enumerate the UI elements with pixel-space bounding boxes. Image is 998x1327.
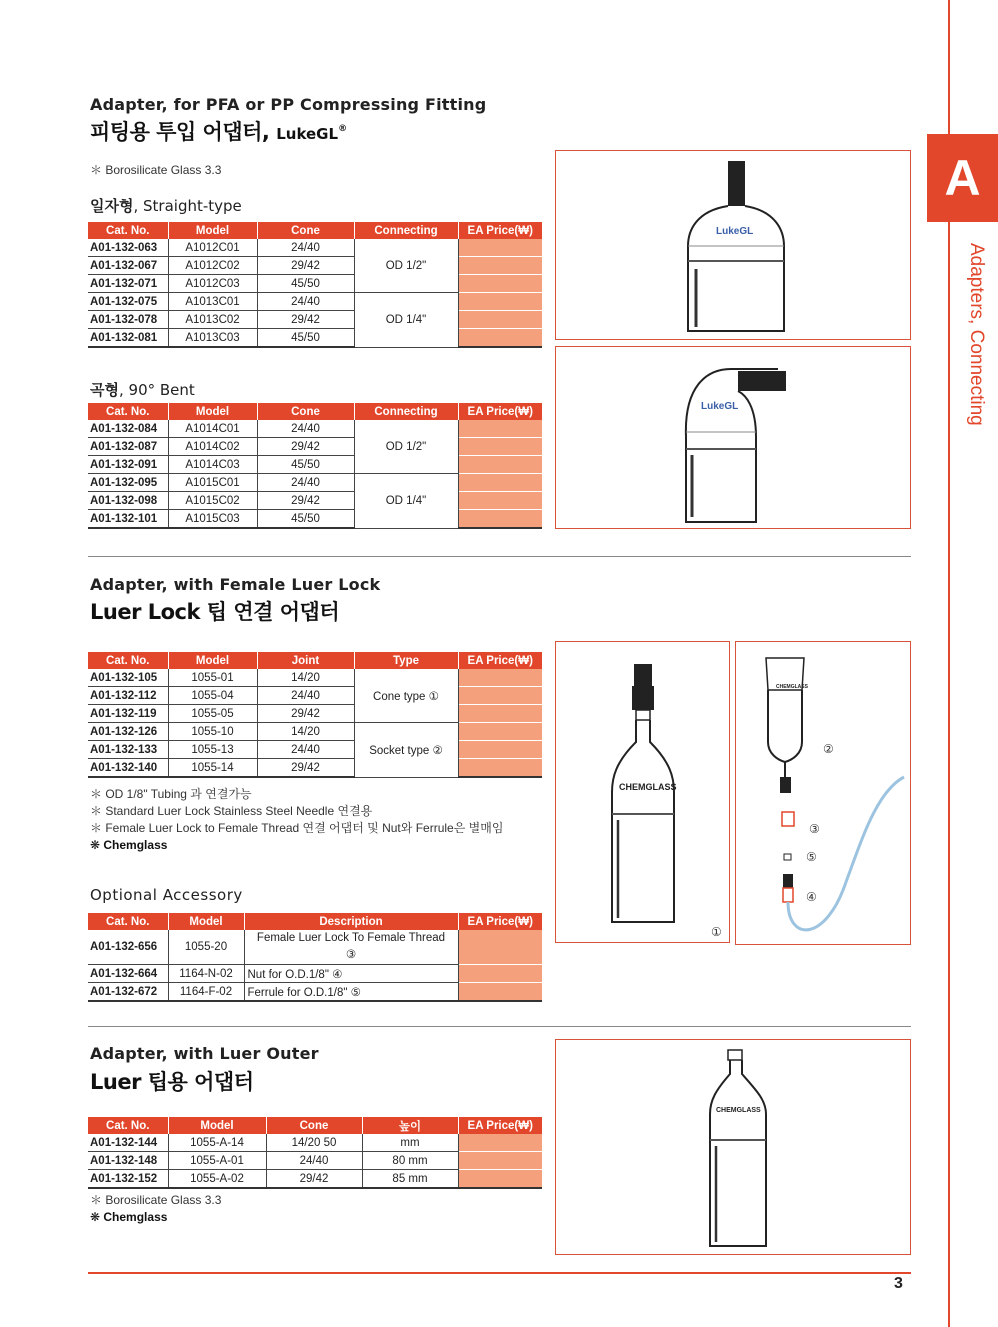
- height: mm: [362, 1134, 458, 1152]
- price-cell: [458, 669, 542, 687]
- col-header: Cone: [266, 1117, 362, 1134]
- luer-outer-image: [555, 1039, 911, 1255]
- model: 1055-20: [168, 930, 244, 965]
- table-row: [88, 438, 542, 456]
- cat-no: A01-132-656: [88, 930, 168, 965]
- luer-lock-table: [88, 652, 542, 778]
- table-row: [88, 741, 542, 759]
- col-header: Connecting: [354, 222, 458, 239]
- connecting: OD 1/4": [354, 293, 458, 348]
- price-cell: [458, 257, 542, 275]
- table-row: [88, 257, 542, 275]
- bent-heading-ko: 곡형: [90, 381, 119, 399]
- cone: 29/42: [257, 438, 354, 456]
- section2-title-en: Adapter, with Female Luer Lock: [90, 575, 381, 594]
- table-row: [88, 293, 542, 311]
- cone: 24/40: [257, 474, 354, 492]
- section1-title-en: Adapter, for PFA or PP Compressing Fitting: [90, 95, 487, 114]
- cone: 45/50: [257, 456, 354, 474]
- price-cell: [458, 420, 542, 438]
- table-row: [88, 456, 542, 474]
- price-cell: [458, 456, 542, 474]
- note-line: ＊ Standard Luer Lock Stainless Steel Needle 연결용: [90, 804, 373, 818]
- cone: 45/50: [257, 275, 354, 293]
- cat-no: A01-132-087: [88, 438, 168, 456]
- col-header: Model: [168, 1117, 266, 1134]
- cat-no: A01-132-081: [88, 329, 168, 348]
- price-cell: [458, 311, 542, 329]
- model: 1164-N-02: [168, 965, 244, 983]
- col-header: Model: [168, 222, 257, 239]
- cat-no: A01-132-063: [88, 239, 168, 257]
- table-row: [88, 687, 542, 705]
- lukegl-logo: LukeGL: [716, 226, 754, 237]
- table-row: [88, 759, 542, 778]
- height: 80 mm: [362, 1152, 458, 1170]
- cone: 24/40: [257, 293, 354, 311]
- cat-no: A01-132-075: [88, 293, 168, 311]
- description: [244, 930, 458, 965]
- table-row: [88, 510, 542, 529]
- description-line: ③: [345, 949, 357, 961]
- bent-heading: [90, 379, 195, 400]
- model: A1012C02: [168, 257, 257, 275]
- table-row: [88, 275, 542, 293]
- table-row: [88, 723, 542, 741]
- bent-adapter-drawing: [556, 347, 910, 528]
- col-header: Type: [354, 652, 458, 669]
- lukegl-logo: LukeGL: [701, 401, 739, 412]
- joint: 24/40: [257, 687, 354, 705]
- model: A1014C01: [168, 420, 257, 438]
- side-tab-label: Adapters, Connecting: [966, 243, 987, 426]
- cone: 24/40: [257, 239, 354, 257]
- table-row: [88, 239, 542, 257]
- col-header: Cone: [257, 222, 354, 239]
- side-tab-letter: A: [927, 134, 998, 222]
- type: Cone type ①: [354, 669, 458, 723]
- joint: 29/42: [257, 705, 354, 723]
- cat-no: A01-132-119: [88, 705, 168, 723]
- price-cell: [458, 965, 542, 983]
- col-header: Connecting: [354, 403, 458, 420]
- chemglass-logo: CHEMGLASS: [716, 1107, 761, 1114]
- page-number: 3: [894, 1275, 903, 1292]
- col-header: Model: [168, 652, 257, 669]
- joint: 24/40: [257, 741, 354, 759]
- table-row: [88, 420, 542, 438]
- table-row: [88, 474, 542, 492]
- col-header: Description: [244, 913, 458, 930]
- model: 1055-05: [168, 705, 257, 723]
- height: 85 mm: [362, 1170, 458, 1189]
- table-row: [88, 669, 542, 687]
- cat-no: A01-132-101: [88, 510, 168, 529]
- cone-type-drawing: [556, 642, 729, 942]
- model: 1055-A-14: [168, 1134, 266, 1152]
- cat-no: A01-132-140: [88, 759, 168, 778]
- col-header: Model: [168, 913, 244, 930]
- price-cell: [458, 474, 542, 492]
- col-header: Joint: [257, 652, 354, 669]
- model: A1015C01: [168, 474, 257, 492]
- table-row: [88, 983, 542, 1002]
- cone: 29/42: [257, 311, 354, 329]
- socket-type-drawing: [736, 642, 910, 944]
- price-cell: [458, 1152, 542, 1170]
- cat-no: A01-132-133: [88, 741, 168, 759]
- description: Ferrule for O.D.1/8" ⑤: [244, 983, 458, 1002]
- model: A1015C03: [168, 510, 257, 529]
- cat-no: A01-132-078: [88, 311, 168, 329]
- section3-title-ko: Luer 팁용 어댑터: [90, 1070, 254, 1094]
- section-divider: [88, 556, 911, 557]
- note-line: ＊ Female Luer Lock to Female Thread 연결 어댑터 및 Nut와 Ferrule은 별매임: [90, 821, 504, 835]
- price-cell: [458, 239, 542, 257]
- model: 1055-01: [168, 669, 257, 687]
- straight-heading-en: , Straight-type: [133, 197, 242, 215]
- price-cell: [458, 1170, 542, 1189]
- col-header: 높이: [362, 1117, 458, 1134]
- model: A1015C02: [168, 492, 257, 510]
- cone: 29/42: [266, 1170, 362, 1189]
- chemglass-logo: CHEMGLASS: [776, 684, 808, 690]
- price-cell: [458, 723, 542, 741]
- cone: 24/40: [257, 420, 354, 438]
- section1-title-ko-text: 피팅용 투입 어댑터,: [90, 120, 270, 144]
- col-header: Cat. No.: [88, 222, 168, 239]
- socket-type-image: [735, 641, 911, 945]
- cat-no: A01-132-672: [88, 983, 168, 1002]
- maker-line: ❋ Chemglass: [90, 1210, 168, 1224]
- luer-outer-table: [88, 1117, 542, 1189]
- section1-brand: LukeGL: [276, 125, 339, 143]
- cat-no: A01-132-126: [88, 723, 168, 741]
- model: A1013C01: [168, 293, 257, 311]
- section-divider: [88, 1026, 911, 1027]
- model: 1055-A-02: [168, 1170, 266, 1189]
- model: A1014C02: [168, 438, 257, 456]
- price-cell: [458, 492, 542, 510]
- table-row: [88, 1152, 542, 1170]
- joint: 29/42: [257, 759, 354, 778]
- section3-title-en: Adapter, with Luer Outer: [90, 1044, 319, 1063]
- type: Socket type ②: [354, 723, 458, 778]
- cat-no: A01-132-084: [88, 420, 168, 438]
- cat-no: A01-132-664: [88, 965, 168, 983]
- model: 1055-A-01: [168, 1152, 266, 1170]
- section2-title-ko: Luer Lock 팁 연결 어댑터: [90, 600, 340, 624]
- cat-no: A01-132-098: [88, 492, 168, 510]
- col-header: Cat. No.: [88, 913, 168, 930]
- price-cell: [458, 293, 542, 311]
- model: A1013C02: [168, 311, 257, 329]
- callout-3: ③: [809, 822, 820, 836]
- footer-rule: [88, 1272, 911, 1274]
- bent-table: [88, 403, 542, 529]
- joint: 14/20: [257, 723, 354, 741]
- connecting: OD 1/2": [354, 420, 458, 474]
- cone: 29/42: [257, 492, 354, 510]
- straight-heading-ko: 일자형: [90, 197, 134, 215]
- col-header: EA Price(₩): [458, 222, 542, 239]
- model: 1164-F-02: [168, 983, 244, 1002]
- price-cell: [458, 438, 542, 456]
- chemglass-logo: CHEMGLASS: [619, 782, 677, 792]
- model: 1055-14: [168, 759, 257, 778]
- accessory-heading: Optional Accessory: [90, 886, 243, 904]
- model: A1012C03: [168, 275, 257, 293]
- model: A1012C01: [168, 239, 257, 257]
- bent-heading-en: , 90° Bent: [118, 381, 195, 399]
- cat-no: A01-132-152: [88, 1170, 168, 1189]
- price-cell: [458, 983, 542, 1002]
- table-row: [88, 329, 542, 348]
- straight-table: [88, 222, 542, 348]
- price-cell: [458, 741, 542, 759]
- connecting: OD 1/4": [354, 474, 458, 529]
- callout-5: ⑤: [806, 850, 817, 864]
- luer-outer-drawing: [556, 1040, 910, 1254]
- model: 1055-04: [168, 687, 257, 705]
- price-cell: [458, 329, 542, 348]
- model: A1013C03: [168, 329, 257, 348]
- model: 1055-10: [168, 723, 257, 741]
- cat-no: A01-132-095: [88, 474, 168, 492]
- col-header: Cat. No.: [88, 403, 168, 420]
- cat-no: A01-132-148: [88, 1152, 168, 1170]
- callout-1: ①: [711, 925, 722, 939]
- joint: 14/20: [257, 669, 354, 687]
- straight-adapter-image: [555, 150, 911, 340]
- callout-4: ④: [806, 890, 817, 904]
- price-cell: [458, 1134, 542, 1152]
- straight-adapter-drawing: [556, 151, 910, 339]
- col-header: EA Price(₩): [458, 1117, 542, 1134]
- col-header: Model: [168, 403, 257, 420]
- cat-no: A01-132-105: [88, 669, 168, 687]
- section1-reg: ®: [338, 124, 347, 134]
- accessory-table: [88, 913, 542, 1002]
- description-line: Female Luer Lock To Female Thread: [256, 932, 446, 944]
- cat-no: A01-132-067: [88, 257, 168, 275]
- price-cell: [458, 930, 542, 965]
- section2-notes: [90, 786, 503, 854]
- cone: 24/40: [266, 1152, 362, 1170]
- cone: 14/20 50: [266, 1134, 362, 1152]
- table-row: [88, 1170, 542, 1189]
- model: A1014C03: [168, 456, 257, 474]
- table-row: [88, 965, 542, 983]
- price-cell: [458, 705, 542, 723]
- note-line: ＊ OD 1/8" Tubing 과 연결가능: [90, 787, 252, 801]
- cone: 45/50: [257, 329, 354, 348]
- col-header: EA Price(₩): [458, 652, 542, 669]
- section3-notes: [90, 1192, 221, 1226]
- section1-note: ＊ Borosilicate Glass 3.3: [90, 163, 222, 177]
- price-cell: [458, 275, 542, 293]
- col-header: Cone: [257, 403, 354, 420]
- col-header: EA Price(₩): [458, 403, 542, 420]
- maker-line: ❋ Chemglass: [90, 838, 168, 852]
- price-cell: [458, 687, 542, 705]
- connecting: OD 1/2": [354, 239, 458, 293]
- table-row: [88, 1134, 542, 1152]
- col-header: Cat. No.: [88, 652, 168, 669]
- bent-adapter-image: [555, 346, 911, 529]
- table-row: [88, 930, 542, 965]
- callout-2: ②: [823, 742, 834, 756]
- cone: 29/42: [257, 257, 354, 275]
- price-cell: [458, 510, 542, 529]
- table-row: [88, 311, 542, 329]
- model: 1055-13: [168, 741, 257, 759]
- cone-type-image: [555, 641, 730, 943]
- col-header: EA Price(₩): [458, 913, 542, 930]
- straight-heading: [90, 195, 242, 216]
- cat-no: A01-132-071: [88, 275, 168, 293]
- description: Nut for O.D.1/8" ④: [244, 965, 458, 983]
- note-line: ＊ Borosilicate Glass 3.3: [90, 1193, 222, 1207]
- table-row: [88, 705, 542, 723]
- cat-no: A01-132-091: [88, 456, 168, 474]
- section1-title-ko: [90, 116, 347, 146]
- cone: 45/50: [257, 510, 354, 529]
- col-header: Cat. No.: [88, 1117, 168, 1134]
- price-cell: [458, 759, 542, 778]
- cat-no: A01-132-112: [88, 687, 168, 705]
- table-row: [88, 492, 542, 510]
- cat-no: A01-132-144: [88, 1134, 168, 1152]
